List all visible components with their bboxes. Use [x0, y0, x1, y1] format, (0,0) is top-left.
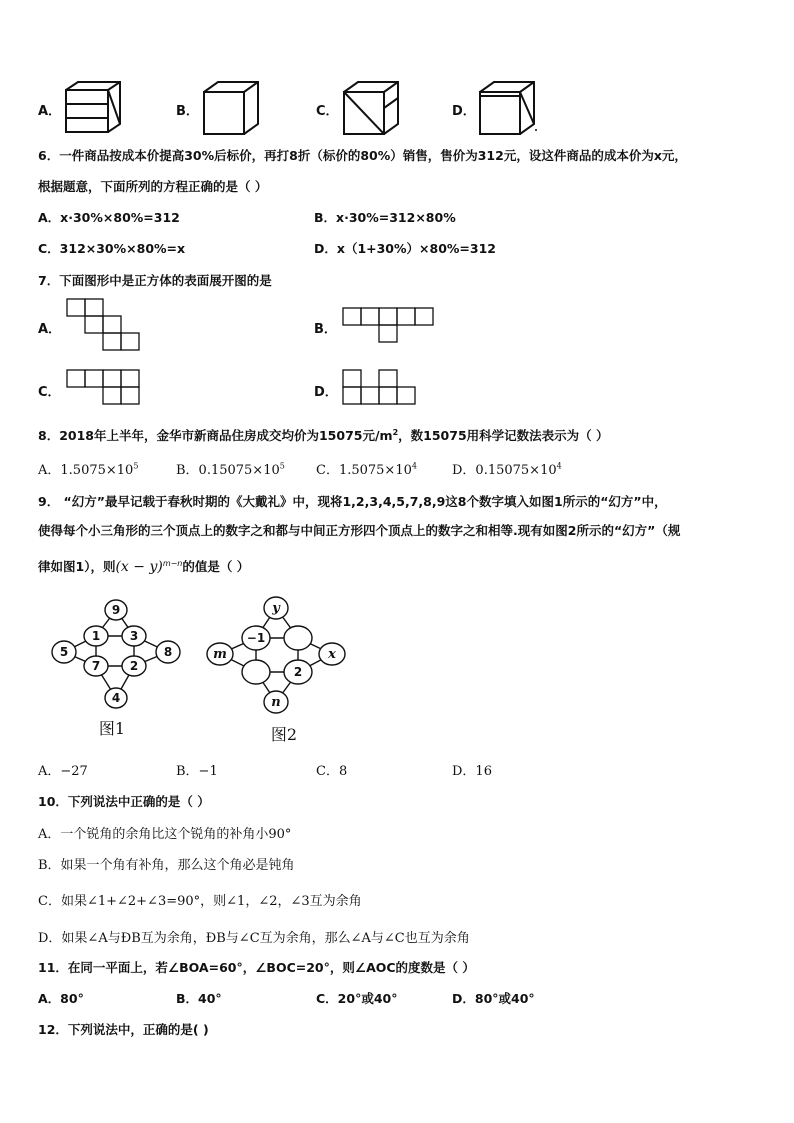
- q11-option-a: A．80°: [38, 991, 84, 1006]
- q11-option-c: C．20°或40°: [316, 991, 398, 1006]
- q7-stem: 7．下面图形中是正方体的表面展开图的是: [38, 273, 272, 288]
- q10-option-a: A．一个锐角的余角比这个锐角的补角小90°: [38, 827, 292, 842]
- q7-net-b: [342, 307, 436, 345]
- q7-option-a-label: A．: [38, 322, 62, 337]
- q9-figure-2: [204, 596, 354, 748]
- fig2-right-value: x: [328, 647, 336, 662]
- q8-option-a: A．$1.5075\times 10^5$: [38, 461, 139, 478]
- q6-option-b: B．x·30%=312×80%: [314, 210, 456, 225]
- q10-stem: 10．下列说法中正确的是（ ）: [38, 794, 210, 809]
- q7-net-c: [66, 369, 142, 407]
- q11-option-d: D．80°或40°: [452, 991, 535, 1006]
- fig1-caption: 图1: [98, 719, 126, 738]
- q10-option-b: B．如果一个角有补角，那么这个角必是钝角: [38, 858, 295, 873]
- fig2-tl-value: −1: [246, 631, 266, 645]
- q9-stem-line3: 律如图1），则$(x - y)^{m-n}$的值是（ ）: [38, 558, 250, 575]
- q7-net-a: [66, 298, 142, 352]
- fig1-top-value: 9: [111, 603, 121, 617]
- q6-stem-line1: 6．一件商品按成本价提高30%后标价，再打8折（标价的80%）销售，售价为312元，设这件商品的成本价为x元，: [38, 148, 687, 163]
- q6-option-d: D．x（1+30%）×80%=312: [314, 241, 496, 256]
- q7-option-d-label: D．: [314, 385, 338, 400]
- fig2-left-value: m: [213, 647, 227, 662]
- q9-option-d: D．16: [452, 764, 492, 779]
- fig1-bottom-value: 4: [111, 691, 121, 705]
- fig1-bl-value: 7: [91, 659, 101, 673]
- q10-option-d: D．如果∠A与ÐB互为余角，ÐB与∠C互为余角，那么∠A与∠C也互为余角: [38, 931, 470, 946]
- q7-net-d: [342, 369, 418, 407]
- q9-option-b: B．−1: [176, 764, 218, 779]
- q5-cube-d: [478, 80, 540, 136]
- fig2-top-value: y: [272, 601, 280, 616]
- q5-cube-c: [342, 80, 402, 136]
- fig2-br-value: 2: [293, 665, 303, 679]
- q8-option-d: D．$0.15075\times 10^4$: [452, 461, 562, 478]
- q9-stem-line1: 9． “幻方”最早记载于春秋时期的《大戴礼》中，现将1,2,3,4,5,7,8,9这8个数字填入如图1所示的“幻方”中，: [38, 494, 667, 509]
- q8-option-c: C．$1.5075\times 10^4$: [316, 461, 417, 478]
- q5-option-d-label: D．: [452, 104, 476, 119]
- fig2-caption: 图2: [270, 725, 298, 744]
- q9-option-a: A．−27: [38, 764, 88, 779]
- fig1-tr-value: 3: [129, 629, 139, 643]
- fig1-right-value: 8: [163, 645, 173, 659]
- q12-stem: 12．下列说法中，正确的是( ): [38, 1022, 209, 1037]
- q9-option-c: C．8: [316, 764, 348, 779]
- q5-cube-b: [202, 80, 262, 136]
- fig1-br-value: 2: [129, 659, 139, 673]
- q11-option-b: B．40°: [176, 991, 222, 1006]
- q6-option-a: A．x·30%×80%=312: [38, 210, 180, 225]
- fig1-left-value: 5: [59, 645, 69, 659]
- q5-option-c-label: C．: [316, 104, 339, 119]
- q5-option-b-label: B．: [176, 104, 199, 119]
- fig1-tl-value: 1: [91, 629, 101, 643]
- q10-option-c: C．如果∠1+∠2+∠3=90°，则∠1，∠2，∠3互为余角: [38, 894, 362, 909]
- q9-figure-1: [46, 598, 186, 748]
- q6-option-c: C．312×30%×80%=x: [38, 241, 186, 256]
- q8-option-b: B．$0.15075\times 10^5$: [176, 461, 285, 478]
- q11-stem: 11．在同一平面上，若∠BOA=60°，∠BOC=20°，则∠AOC的度数是（ ）: [38, 960, 475, 975]
- fig2-bottom-value: n: [271, 695, 281, 710]
- q9-stem-line2: 使得每个小三角形的三个顶点上的数字之和都与中间正方形四个顶点上的数字之和相等.现有如图2所示的“幻方”（规: [38, 523, 681, 538]
- q7-option-c-label: C．: [38, 385, 61, 400]
- q7-option-b-label: B．: [314, 322, 337, 337]
- q5-cube-a: [64, 80, 124, 136]
- q8-stem: 8．2018年上半年，金华市新商品住房成交均价为15075元$/m^2$，数15075用科学记数法表示为（ ）: [38, 427, 609, 443]
- q6-stem-line2: 根据题意，下面所列的方程正确的是（ ）: [38, 179, 268, 194]
- q5-option-a-label: A．: [38, 104, 62, 119]
